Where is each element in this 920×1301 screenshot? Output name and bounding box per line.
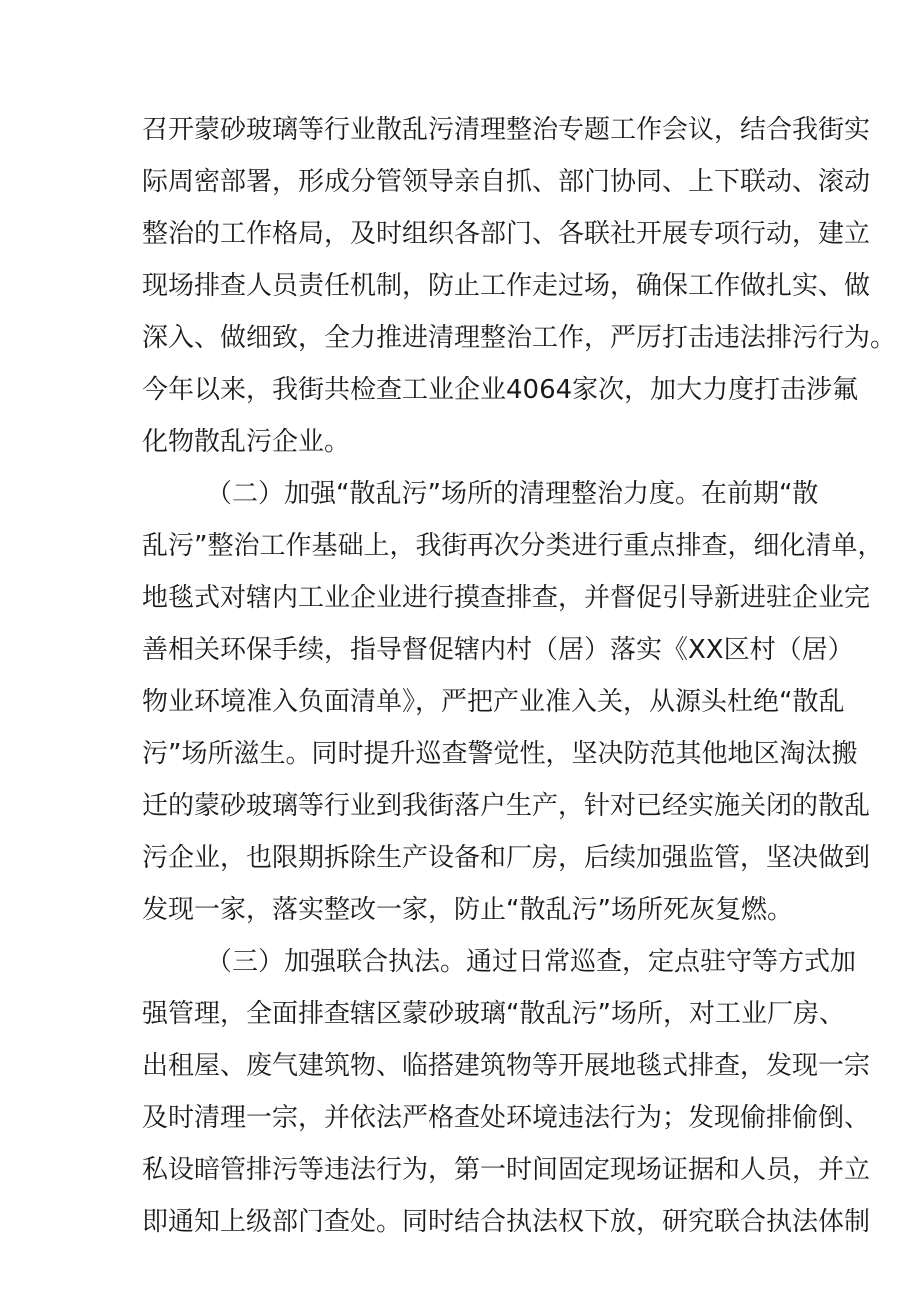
p2-line-1: （二）加强“散乱污”场所的清理整治力度。在前期“散 [206, 479, 819, 509]
p2-line-6: 污”场所滋生。同时提升巡查警觉性，坚决防范其他地区淘汰搬 [142, 739, 858, 769]
p1-line-1: 召开蒙砂玻璃等行业散乱污清理整治专题工作会议，结合我街实 [142, 115, 871, 145]
p3-line-3: 出租屋、废气建筑物、临搭建筑物等开展地毯式排查，发现一宗 [142, 1051, 871, 1081]
p2-line-3: 地毯式对辖内工业企业进行摸查排查，并督促引导新进驻企业完 [142, 583, 871, 613]
p2-line-5: 物业环境准入负面清单》，严把产业准入关，从源头杜绝“散乱 [142, 687, 845, 717]
p3-line-6: 即通知上级部门查处。同时结合执法权下放，研究联合执法体制 [142, 1207, 871, 1237]
p1-line-4: 现场排查人员责任机制，防止工作走过场，确保工作做扎实、做 [142, 271, 871, 301]
p1-line-6: 今年以来，我街共检查工业企业4064家次，加大力度打击涉氟 [142, 375, 859, 405]
p1-line-5: 深入、做细致，全力推进清理整治工作，严厉打击违法排污行为。 [142, 323, 897, 353]
p2-line-2: 乱污”整治工作基础上，我街再次分类进行重点排查，细化清单， [142, 531, 884, 561]
p2-line-4: 善相关环保手续，指导督促辖内村（居）落实《XX区村（居） [142, 635, 854, 665]
p1-line-7: 化物散乱污企业。 [142, 427, 351, 457]
p2-line-9: 发现一家，落实整改一家，防止“散乱污”场所死灰复燃。 [142, 895, 793, 925]
p1-line-3: 整治的工作格局，及时组织各部门、各联社开展专项行动，建立 [142, 219, 871, 249]
p1-line-2: 际周密部署，形成分管领导亲自抓、部门协同、上下联动、滚动 [142, 167, 871, 197]
p3-line-1: （三）加强联合执法。通过日常巡查，定点驻守等方式加 [206, 947, 857, 977]
p3-line-4: 及时清理一宗，并依法严格查处环境违法行为；发现偷排偷倒、 [142, 1103, 871, 1133]
p3-line-2: 强管理，全面排查辖区蒙砂玻璃“散乱污”场所，对工业厂房、 [142, 999, 845, 1029]
p3-line-5: 私设暗管排污等违法行为，第一时间固定现场证据和人员，并立 [142, 1155, 871, 1185]
p2-line-7: 迁的蒙砂玻璃等行业到我街落户生产，针对已经实施关闭的散乱 [142, 791, 871, 821]
p2-line-8: 污企业，也限期拆除生产设备和厂房，后续加强监管，坚决做到 [142, 843, 871, 873]
